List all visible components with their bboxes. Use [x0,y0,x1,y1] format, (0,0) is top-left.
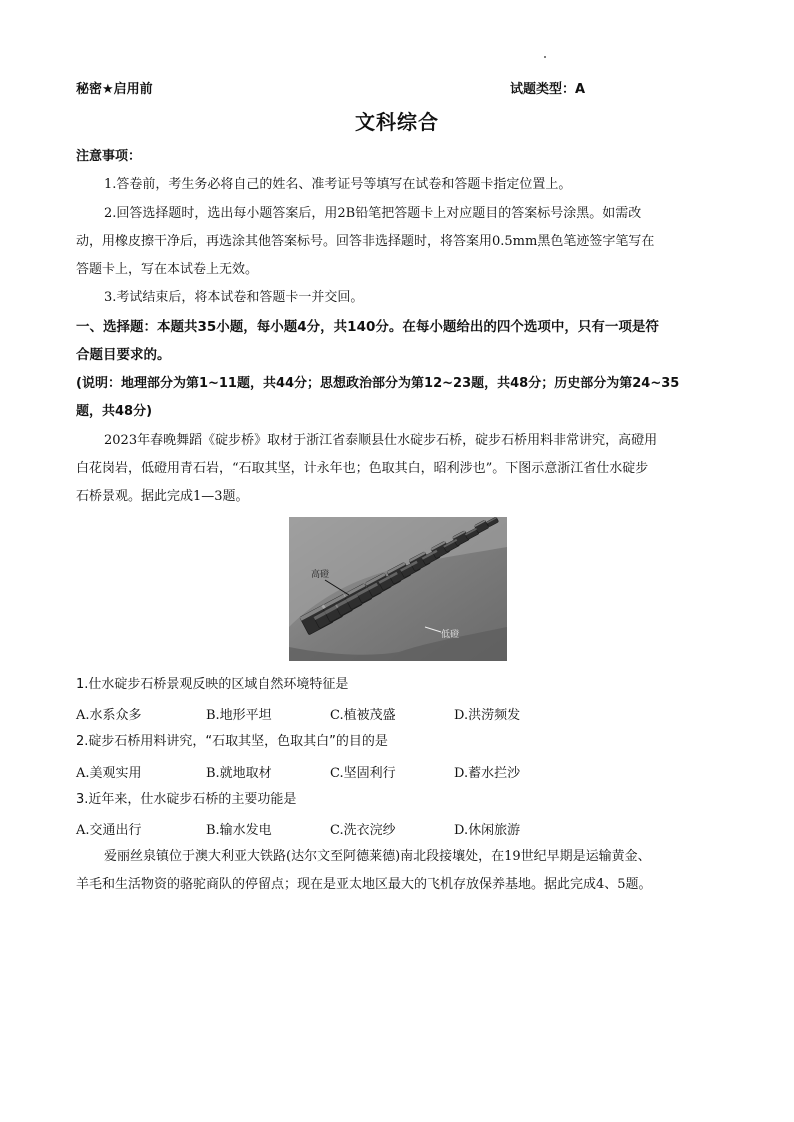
notice-line: 答题卡上，写在本试卷上无效。 [76,262,259,277]
option-c: C.植被茂盛 [330,708,396,723]
paper-type-label: 试题类型：A [510,82,586,97]
option-c: C.洗衣浣纱 [330,823,396,838]
passage-line: 白花岗岩，低磴用青石岩，“石取其坚，计永年也；色取其白，昭利涉也”。下图示意浙江省仕水碇步 [76,461,649,476]
question-stem: 2.碇步石桥用料讲究，“石取其坚，色取其白”的目的是 [76,734,388,749]
notice-line: 2.回答选择题时，选出每小题答案后，用2B铅笔把答题卡上对应题目的答案标号涂黑。如需改 [104,206,642,221]
question-stem: 3.近年来，仕水碇步石桥的主要功能是 [76,792,297,807]
question-options [76,704,726,728]
label-high-step: 高磴 [311,570,330,580]
notice-heading: 注意事项： [76,149,142,164]
stepping-stone-bridge-photo [289,517,507,661]
page-title: 文科综合 [355,110,439,134]
question-options [76,762,726,786]
section-heading: 合题目要求的。 [76,347,171,363]
notice-line: 动，用橡皮擦干净后，再选涂其他答案标号。回答非选择题时，将答案用0.5mm黑色笔迹签字笔写在 [76,234,655,249]
question-options [76,819,726,843]
option-b: B.地形平坦 [206,708,272,723]
option-a: A.水系众多 [76,708,142,723]
option-d: D.蓄水拦沙 [454,766,521,781]
option-a: A.交通出行 [76,823,142,838]
passage-line: 2023年春晚舞蹈《碇步桥》取材于浙江省泰顺县仕水碇步石桥，碇步石桥用料非常讲究，高磴用 [104,433,658,448]
option-c: C.坚固利行 [330,766,396,781]
confidential-label: 秘密★启用前 [76,82,153,97]
section-note: 题，共48分) [76,404,153,419]
scan-speck [544,56,546,58]
question-stem: 1.仕水碇步石桥景观反映的区域自然环境特征是 [76,677,349,692]
option-a: A.美观实用 [76,766,142,781]
option-d: D.洪涝频发 [454,708,521,723]
option-d: D.休闲旅游 [454,823,521,838]
notice-line: 3.考试结束后，将本试卷和答题卡一并交回。 [104,290,364,305]
option-b: B.就地取材 [206,766,272,781]
option-b: B.输水发电 [206,823,272,838]
passage-line: 羊毛和生活物资的骆驼商队的停留点；现在是亚太地区最大的飞机存放保养基地。据此完成4、5题。 [76,877,652,892]
passage-line: 爱丽丝泉镇位于澳大利亚大铁路(达尔文至阿德莱德)南北段接壤处，在19世纪早期是运输黄金、 [104,849,651,864]
section-note: (说明：地理部分为第1~11题，共44分；思想政治部分为第12~23题，共48分；历史部分为第24~35 [76,376,680,391]
passage-line: 石桥景观。据此完成1—3题。 [76,489,249,504]
notice-line: 1.答卷前，考生务必将自己的姓名、准考证号等填写在试卷和答题卡指定位置上。 [104,177,572,192]
section-heading: 一、选择题：本题共35小题，每小题4分，共140分。在每小题给出的四个选项中，只有一项是符 [76,319,659,335]
label-low-step: 低磴 [441,630,460,640]
